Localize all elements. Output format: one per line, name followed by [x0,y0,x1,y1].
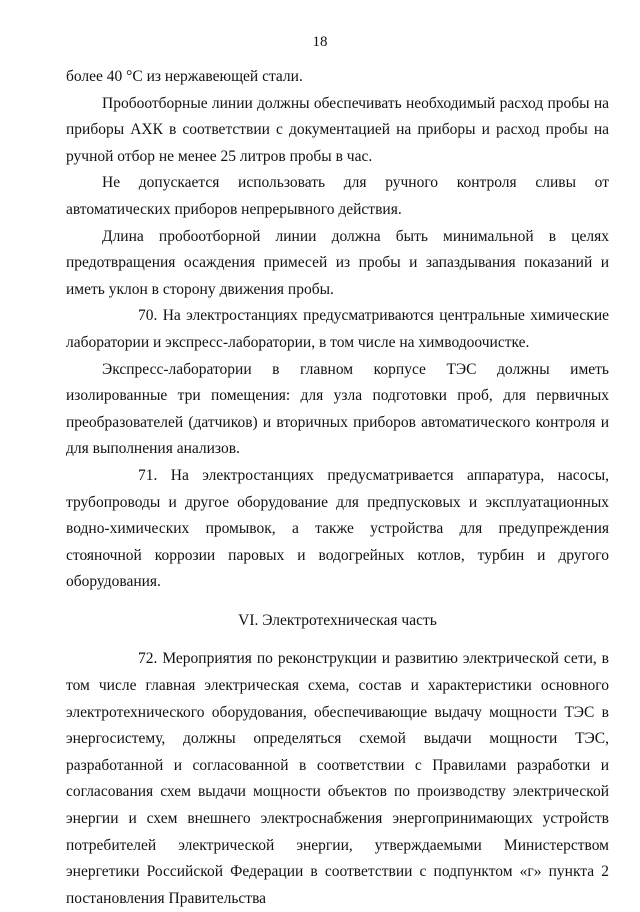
document-body [66,64,609,912]
paragraph-continuation: более 40 °С из нержавеющей стали. [66,68,303,85]
paragraph-72 [66,646,609,912]
clause-number-72: 72. [138,650,158,668]
clause-text-71: На электростанциях предусматривается аппаратура, насосы, трубопроводы и другое оборудование для предпусковых и эксплуатационных водно-химических промывок, а также устройства для предупреждения стояночной коррозии паровых и водогрейных котлов, турбин и другого оборудования. [66,466,609,591]
page-number: 18 [312,34,328,50]
paragraph-express-labs: Экспресс-лаборатории в главном корпусе ТЭС должны иметь изолированные три помещения: для узла подготовки проб, для первичных преобразователей (датчиков) и вторичных приборов автоматического контроля и для выполнения анализов. [66,360,609,458]
section-heading: VI. Электротехническая часть [238,611,437,629]
paragraph-line-length: Длина пробоотборной линии должна быть минимальной в целях предотвращения осаждения примесей из пробы и запаздывания показаний и иметь уклон в сторону движения пробы. [66,227,609,298]
paragraph-sampling-lines: Пробоотборные линии должны обеспечивать необходимый расход пробы на приборы АХК в соответствии с документацией на приборы и расход пробы на ручной отбор не менее 25 литров пробы в час. [66,94,609,165]
paragraph-71 [66,463,609,596]
clause-text-72: Мероприятия по реконструкции и развитию электрической сети, в том числе главная электрическая схема, состав и характеристики основного электротехнического оборудования, обеспечивающие выдачу мощности ТЭС в энергосистему, должны определяться схемой выдачи мощности ТЭС, разработанной и согласованной в соответствии с Правилами разработки и согласования схем выдачи мощности объектов по производству электрической энергии и схем внешнего электроснабжения энергопринимающих устройств потребителей электрической энергии, утверждаемыми Министерством энергетики Российской Федерации в соответствии с подпунктом «г» пункта 2 постановления Правительства [66,650,610,907]
paragraph-manual-control: Не допускается использовать для ручного контроля сливы от автоматических приборов непрерывного действия. [66,174,609,218]
clause-text-70: На электростанциях предусматриваются центральные химические лаборатории и экспресс-лаборатории, в том числе на химводоочистке. [66,307,610,351]
clause-number-71: 71. [138,466,158,484]
clause-number-70: 70. [138,307,158,325]
paragraph-70 [66,303,609,356]
